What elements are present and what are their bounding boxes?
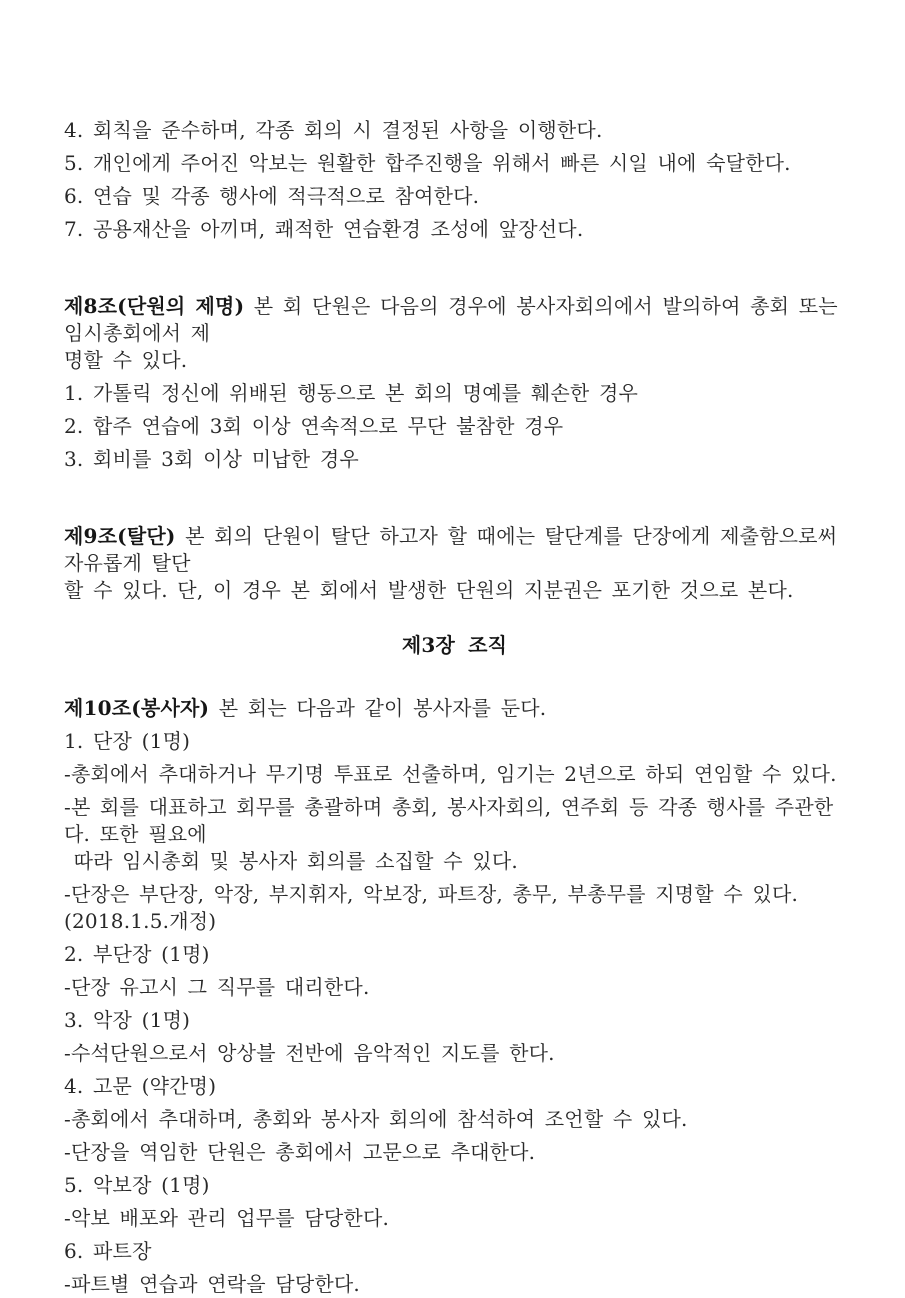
- role-3-label: 3. 악장 (1명): [64, 1008, 191, 1032]
- article-8-body-start: 본 회 단원은 다음의 경우에 봉사자회의에서 발의하여 총회 또는 임시총회에서 제: [64, 294, 848, 345]
- article-9-line-1: [64, 523, 845, 577]
- article-8-item-3: 3. 회비를 3회 이상 미납한 경우: [64, 447, 359, 471]
- article-9-section: [64, 523, 845, 604]
- article-9-line-2: 할 수 있다. 단, 이 경우 본 회에서 발생한 단원의 지분권은 포기한 것으로 본다.: [64, 578, 794, 602]
- role-1-detail-1: -총회에서 추대하거나 무기명 투표로 선출하며, 임기는 2년으로 하되 연임할 수 있다.: [64, 762, 837, 786]
- role-1-detail-3: -단장은 부단장, 악장, 부지휘자, 악보장, 파트장, 총무, 부총무를 지명할 수 있다. (2018.1.5.개정): [64, 882, 808, 933]
- role-6-detail-1: -파트별 연습과 연락을 담당한다.: [64, 1272, 360, 1296]
- article-8-title: 제8조(단원의 제명): [64, 294, 245, 318]
- article-8-line-2: 명할 수 있다.: [64, 348, 188, 372]
- role-4-detail-2: -단장을 역임한 단원은 총회에서 고문으로 추대한다.: [64, 1140, 536, 1164]
- role-4-detail-1: -총회에서 추대하며, 총회와 봉사자 회의에 참석하여 조언할 수 있다.: [64, 1107, 688, 1131]
- article-10-line-1: [64, 695, 845, 722]
- article-8-line-1: [64, 293, 848, 347]
- article-8-item-1: 1. 가톨릭 정신에 위배된 행동으로 본 회의 명예를 훼손한 경우: [64, 381, 638, 405]
- role-5-detail-1: -악보 배포와 관리 업무를 담당한다.: [64, 1206, 390, 1230]
- article-10-title: 제10조(봉사자): [64, 696, 210, 720]
- role-1-detail-2-line-2: 따라 임시총회 및 봉사자 회의를 소집할 수 있다.: [64, 849, 518, 873]
- role-1-label: 1. 단장 (1명): [64, 729, 191, 753]
- duty-item-6: 6. 연습 및 각종 행사에 적극적으로 참여한다.: [64, 184, 480, 208]
- duty-item-4: 4. 회칙을 준수하며, 각종 회의 시 결정된 사항을 이행한다.: [64, 118, 603, 142]
- article-10-section: [64, 695, 845, 1298]
- article-10-body-start: 본 회는 다음과 같이 봉사자를 둔다.: [209, 696, 547, 720]
- duty-item-5: 5. 개인에게 주어진 악보는 원활한 합주진행을 위해서 빠른 시일 내에 숙달한다.: [64, 151, 791, 175]
- role-2-label: 2. 부단장 (1명): [64, 942, 210, 966]
- article-8-item-2: 2. 합주 연습에 3회 이상 연속적으로 무단 불참한 경우: [64, 414, 564, 438]
- role-4-label: 4. 고문 (약간명): [64, 1074, 217, 1098]
- role-1-detail-2: [64, 794, 845, 875]
- article-8-paragraph: [64, 293, 848, 374]
- role-3-detail-1: -수석단원으로서 앙상블 전반에 음악적인 지도를 한다.: [64, 1041, 555, 1065]
- article-9-body-start: 본 회의 단원이 탈단 하고자 할 때에는 탈단계를 단장에게 제출함으로써 자유롭게 탈단: [64, 524, 847, 575]
- article-10-paragraph: [64, 695, 845, 722]
- duty-item-7: 7. 공용재산을 아끼며, 쾌적한 연습환경 조성에 앞장선다.: [64, 217, 584, 241]
- article-8-section: [64, 293, 848, 473]
- role-2-detail-1: -단장 유고시 그 직무를 대리한다.: [64, 975, 370, 999]
- article-9-paragraph: [64, 523, 845, 604]
- member-duties-section: [64, 117, 845, 243]
- role-5-label: 5. 악보장 (1명): [64, 1173, 210, 1197]
- article-9-title: 제9조(탈단): [64, 524, 176, 548]
- role-1-detail-2-line-1: -본 회를 대표하고 회무를 총괄하며 총회, 봉사자회의, 연주회 등 각종 행사를 주관한다. 또한 필요에: [64, 795, 834, 846]
- role-6-label: 6. 파트장: [64, 1239, 152, 1263]
- chapter-3-heading: 제3장 조직: [401, 633, 508, 657]
